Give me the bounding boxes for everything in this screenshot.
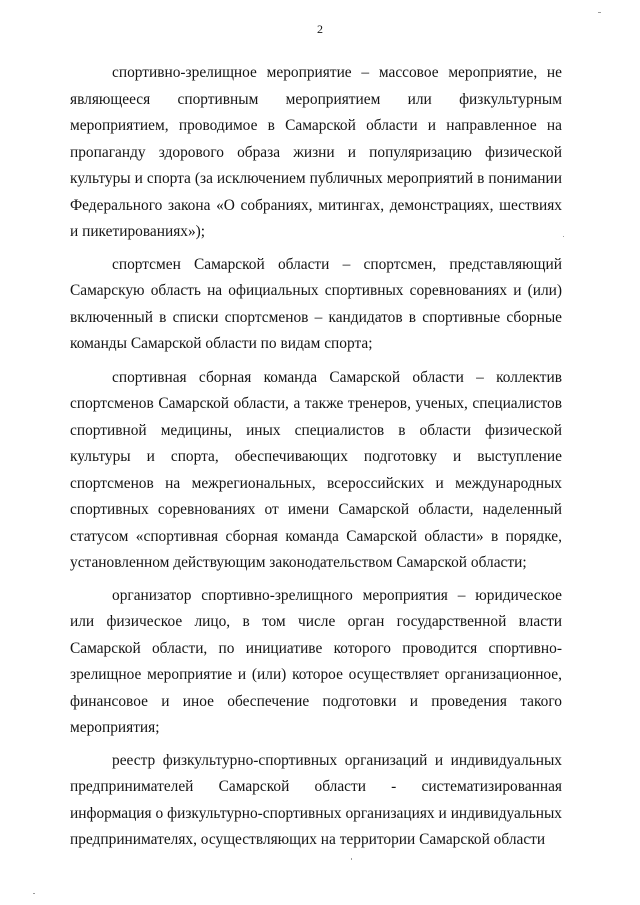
paragraph-samara-athlete: спортсмен Самарской области – спортсмен, представляющий Самарскую область на официальных спортивных соревнованиях и (или) включенный в списки спортсменов – кандидатов в спортивные сборные команды Самарской области по видам спорта; [70,255,562,352]
scan-speck [598,12,601,13]
paragraph-registry: реестр физкультурно-спортивных организаций и индивидуальных предпринимателей Самарской области - систематизированная информация о физкультурно-спортивных организациях и индивидуальных предпринимателях, осуществляющих на территории Самарской области [70,751,562,848]
scan-speck [33,893,35,894]
page-number: 2 [317,22,323,36]
scan-speck [563,236,564,237]
scan-speck [351,858,352,860]
document-body [70,60,562,854]
paragraph-event-organizer: организатор спортивно-зрелищного мероприятия – юридическое или физическое лицо, в том числе орган государственной власти Самарской области, по инициативе которого проводится спортивно-зрелищное мероприятие и (или) которое осуществляет организационное, финансовое и иное обеспечение подготовки и проведения такого мероприятия; [70,586,562,736]
paragraph-sports-spectacle-event: спортивно-зрелищное мероприятие – массовое мероприятие, не являющееся спортивным мероприятием или физкультурным мероприятием, проводимое в Самарской области и направленное на пропаганду здорового образа жизни и популяризацию физической культуры и спорта (за исключением публичных мероприятий в понимании Федерального закона «О собраниях, митингах, демонстрациях, шествиях и пикетированиях»); [70,64,562,240]
paragraph-samara-national-team: спортивная сборная команда Самарской области – коллектив спортсменов Самарской области, а также тренеров, ученых, специалистов спортивной медицины, иных специалистов в области физической культуры и спорта, обеспечивающих подготовку и выступление спортсменов на межрегиональных, всероссийских и международных спортивных соревнованиях от имени Самарской области, наделенный статусом «спортивная сборная команда Самарской области» в порядке, установленном действующим законодательством Самарской области; [70,368,562,571]
